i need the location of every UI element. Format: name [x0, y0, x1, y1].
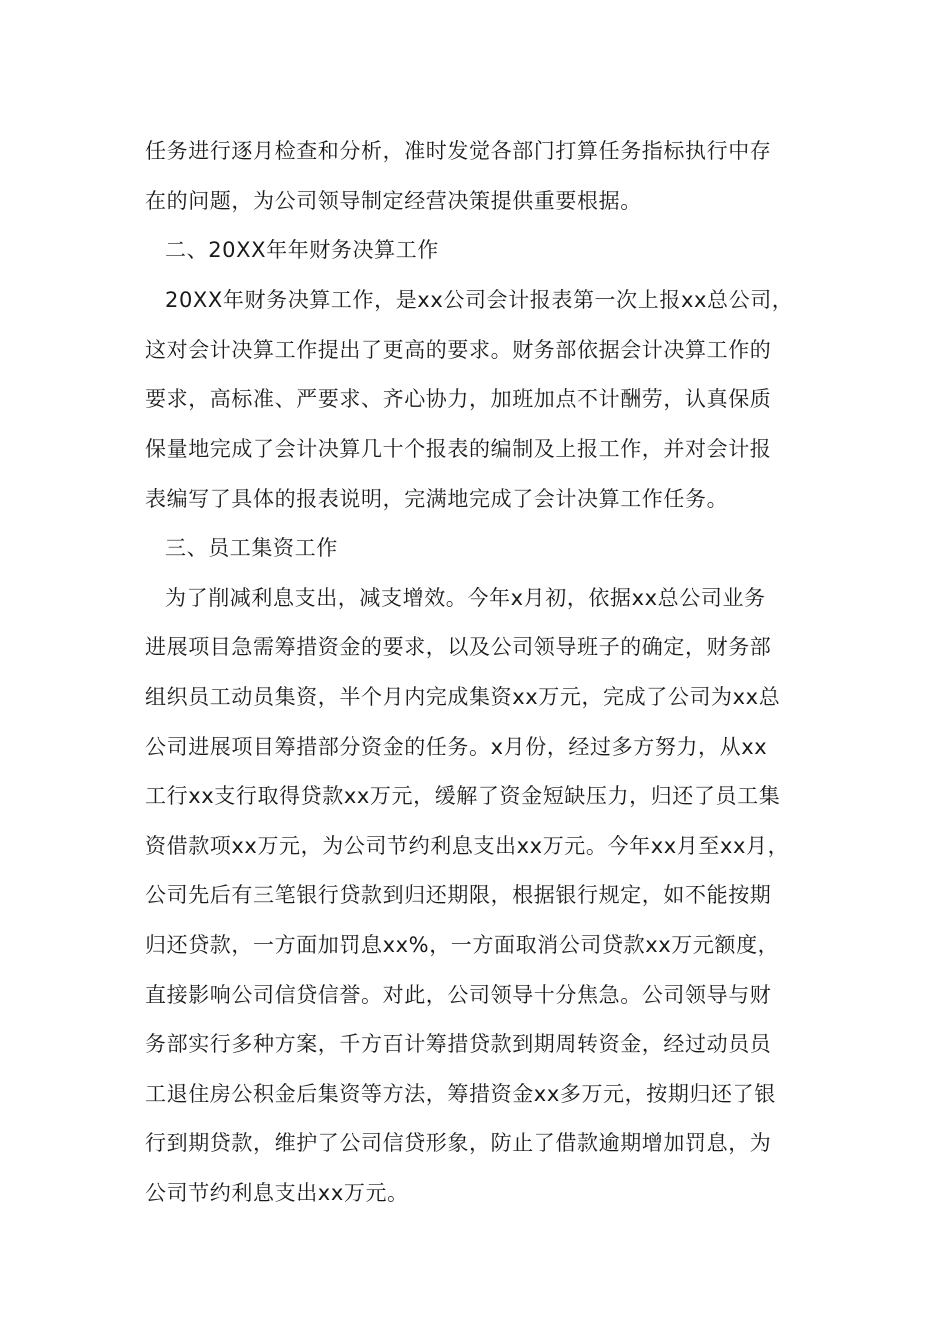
text-line: 要求，高标准、严要求、齐心协力，加班加点不计酬劳，认真保质: [145, 387, 772, 411]
text-line: 工行xx支行取得贷款xx万元，缓解了资金短缺压力，归还了员工集: [145, 784, 781, 808]
text-line: 公司先后有三笔银行贷款到归还期限，根据银行规定，如不能按期: [145, 883, 772, 907]
text-line: 直接影响公司信贷信誉。对此，公司领导十分焦急。公司领导与财: [145, 983, 772, 1007]
text-line: 这对会计决算工作提出了更高的要求。财务部依据会计决算工作的: [145, 338, 772, 362]
text-line: 进展项目急需筹措资金的要求，以及公司领导班子的确定，财务部: [145, 635, 772, 659]
text-line: 20XX年财务决算工作，是xx公司会计报表第一次上报xx总公司，: [165, 288, 794, 312]
text-line: 行到期贷款，维护了公司信贷形象，防止了借款逾期增加罚息，为: [145, 1131, 772, 1155]
text-line: 资借款项xx万元，为公司节约利息支出xx万元。今年xx月至xx月，: [145, 834, 790, 858]
text-line: 保量地完成了会计决算几十个报表的编制及上报工作，并对会计报: [145, 437, 772, 461]
text-line: 公司节约利息支出xx万元。: [145, 1181, 409, 1205]
text-line: 任务进行逐月检查和分析，准时发觉各部门打算任务指标执行中存: [145, 139, 772, 163]
section-heading: 三、员工集资工作: [165, 536, 338, 560]
text-line: 公司进展项目筹措部分资金的任务。x月份，经过多方努力，从xx: [145, 735, 768, 759]
text-line: 工退住房公积金后集资等方法，筹措资金xx多万元，按期归还了银: [145, 1082, 776, 1106]
text-line: 组织员工动员集资，半个月内完成集资xx万元，完成了公司为xx总: [145, 685, 781, 709]
text-line: 在的问题，为公司领导制定经营决策提供重要根据。: [145, 189, 642, 213]
text-line: 归还贷款，一方面加罚息xx%，一方面取消公司贷款xx万元额度，: [145, 933, 780, 957]
text-line: 为了削减利息支出，减支增效。今年x月初，依据xx总公司业务: [165, 586, 766, 610]
text-line: 表编写了具体的报表说明，完满地完成了会计决算工作任务。: [145, 487, 729, 511]
section-heading: 二、20XX年年财务决算工作: [165, 238, 439, 262]
text-line: 务部实行多种方案，千方百计筹措贷款到期周转资金，经过动员员: [145, 1032, 772, 1056]
